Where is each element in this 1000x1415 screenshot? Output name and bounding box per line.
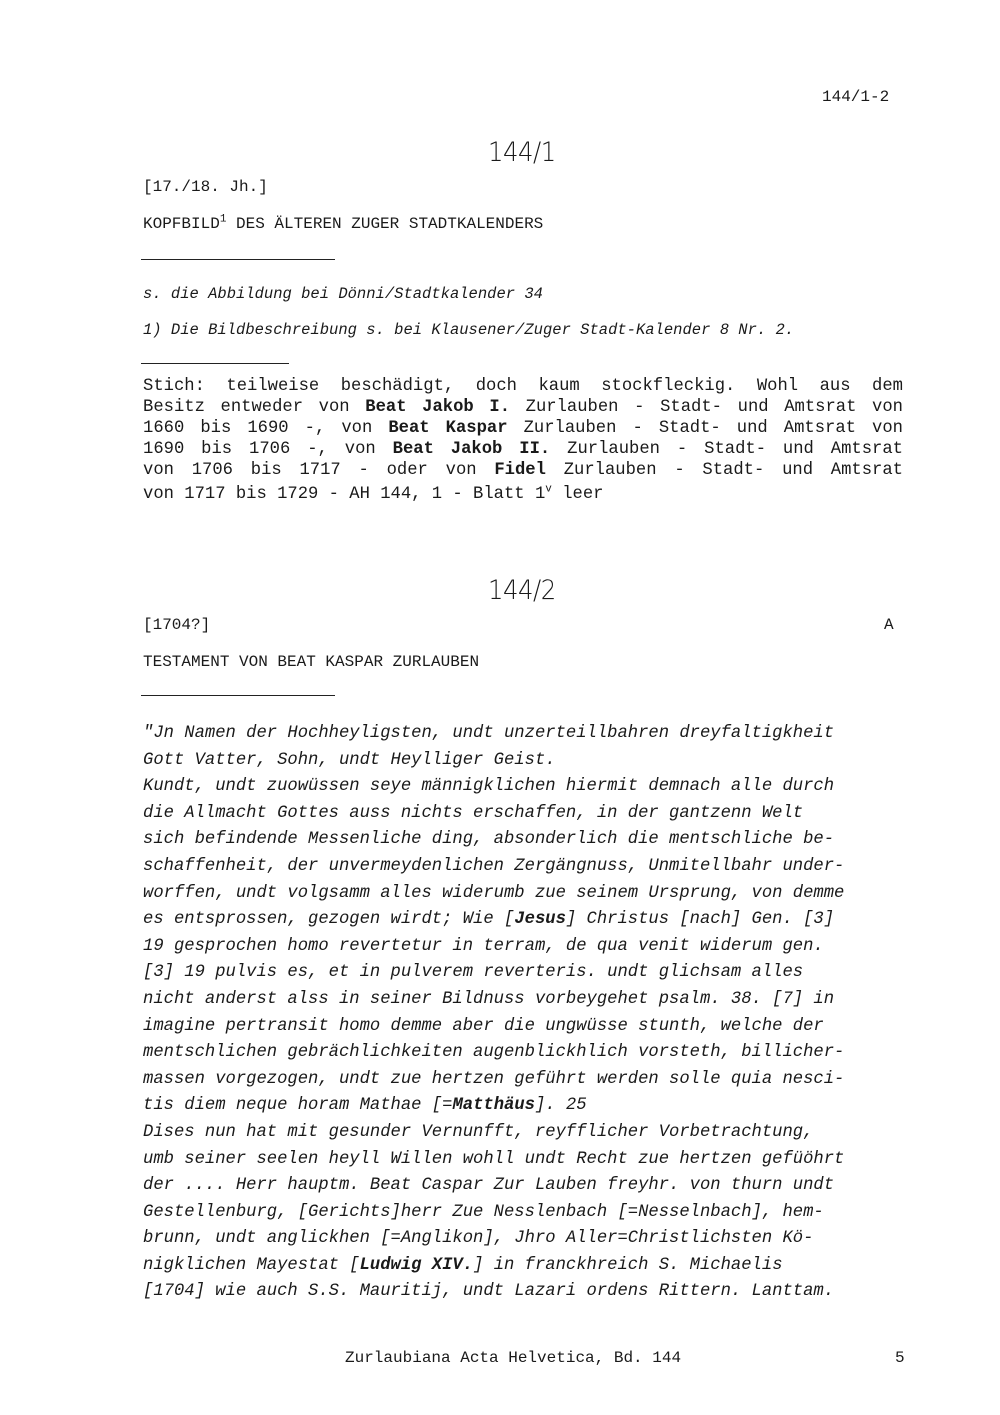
- divider: [141, 363, 289, 364]
- desc-line: von 1717 bis 1729 - AH 144, 1 - Blatt 1$^v$ leer: [143, 483, 604, 504]
- desc-line: 1690 bis 1706 -, von Beat Jakob II. Zurlauben - Stadt- und Amtsrat: [143, 440, 903, 459]
- quote-line: brunn, undt anglickhen [=Anglikon], Jhro Aller=Christlichsten Kö-: [143, 1229, 814, 1249]
- quote-line: imagine pertransit homo demme aber die ungwüsse stunth, welche der: [143, 1016, 824, 1036]
- quote-line: Gestellenburg, [Gerichts]herr Zue Nesslenbach [=Nesselnbach], hem-: [143, 1202, 824, 1222]
- page-reference: 144/1-2: [822, 88, 890, 106]
- quote-line: nicht anderst alss in seiner Bildnuss vorbeygehet psalm. 38. [7] in: [143, 989, 835, 1009]
- quote-line: 19 gesprochen homo revertetur in terram, de qua venit widerum gen.: [143, 936, 824, 956]
- desc-line: Besitz entweder von Beat Jakob I. Zurlauben - Stadt- und Amtsrat von: [143, 398, 903, 417]
- quote-line: sich befindende Messenliche ding, absonderlich die mentschliche be-: [143, 830, 835, 850]
- quote-line: Kundt, undt zuowüssen seye männigklichen hiermit demnach alle durch: [143, 777, 835, 797]
- testament-quote: [143, 721, 903, 1306]
- quote-line: mentschlichen gebrächlichkeiten augenblickhlich vorsteth, billicher-: [143, 1043, 845, 1063]
- quote-line: worffen, undt volgsamm alles widerumb zue seinem Ursprung, von demme: [143, 883, 845, 903]
- quote-line: Dises nun hat mit gesunder Vernunfft, reyfflicher Vorbetrachtung,: [143, 1122, 814, 1142]
- page-number: 5: [895, 1349, 905, 1367]
- quote-line: die Allmacht Gottes auss nichts erschaffen, in der gantzenn Welt: [143, 803, 804, 823]
- quote-line: Gott Vatter, Sohn, undt Heylliger Geist.: [143, 750, 556, 770]
- footer-title: Zurlaubiana Acta Helvetica, Bd. 144: [345, 1349, 682, 1367]
- document-date: [1704?]: [143, 616, 211, 634]
- quote-line: [1704] wie auch S.S. Mauritij, undt Lazari ordens Rittern. Lanttam.: [143, 1282, 835, 1302]
- description-paragraph: [143, 376, 903, 505]
- quote-line: umb seiner seelen heyll Willen wohll undt Recht zue hertzen gefüöhrt: [143, 1149, 845, 1169]
- document-number: 144/1: [488, 137, 556, 168]
- document-number: 144/2: [488, 575, 556, 606]
- document-title: TESTAMENT VON BEAT KASPAR ZURLAUBEN: [143, 653, 480, 671]
- divider: [141, 695, 335, 696]
- footnote-marker: 1: [219, 213, 227, 226]
- quote-line: nigklichen Mayestat [Ludwig XIV.] in franckhreich S. Michaelis: [143, 1255, 783, 1275]
- desc-line: von 1706 bis 1717 - oder von Fidel Zurlauben - Stadt- und Amtsrat: [143, 461, 903, 480]
- quote-line: es entsprossen, gezogen wirdt; Wie [Jesus] Christus [nach] Gen. [3]: [143, 910, 835, 930]
- document-marker: A: [884, 616, 894, 634]
- divider: [141, 259, 335, 260]
- quote-line: der .... Herr hauptm. Beat Caspar Zur Lauben freyhr. von thurn undt: [143, 1176, 835, 1196]
- desc-line: Stich: teilweise beschädigt, doch kaum stockfleckig. Wohl aus dem: [143, 377, 903, 396]
- quote-line: schaffenheit, der unvermeydenlichen Zergängnuss, Unmitellbahr under-: [143, 856, 845, 876]
- document-date: [17./18. Jh.]: [143, 178, 268, 196]
- quote-line: "Jn Namen der Hochheyligsten, undt unzerteillbahren dreyfaltigkheit: [143, 724, 835, 743]
- quote-line: [3] 19 pulvis es, et in pulverem reverteris. undt glichsam alles: [143, 963, 804, 983]
- document-title: KOPFBILD$^1$ DES ÄLTEREN ZUGER STADTKALENDERS: [143, 213, 544, 233]
- reference-line: s. die Abbildung bei Dönni/Stadtkalender 34: [143, 285, 543, 303]
- quote-line: tis diem neque horam Mathae [=Matthäus]. 25: [143, 1096, 587, 1116]
- footnote: 1) Die Bildbeschreibung s. bei Klausener/Zuger Stadt-Kalender 8 Nr. 2.: [143, 321, 795, 339]
- quote-line: massen vorgezogen, undt zue hertzen geführt werden solle quia nesci-: [143, 1069, 845, 1089]
- desc-line: 1660 bis 1690 -, von Beat Kaspar Zurlauben - Stadt- und Amtsrat von: [143, 419, 903, 438]
